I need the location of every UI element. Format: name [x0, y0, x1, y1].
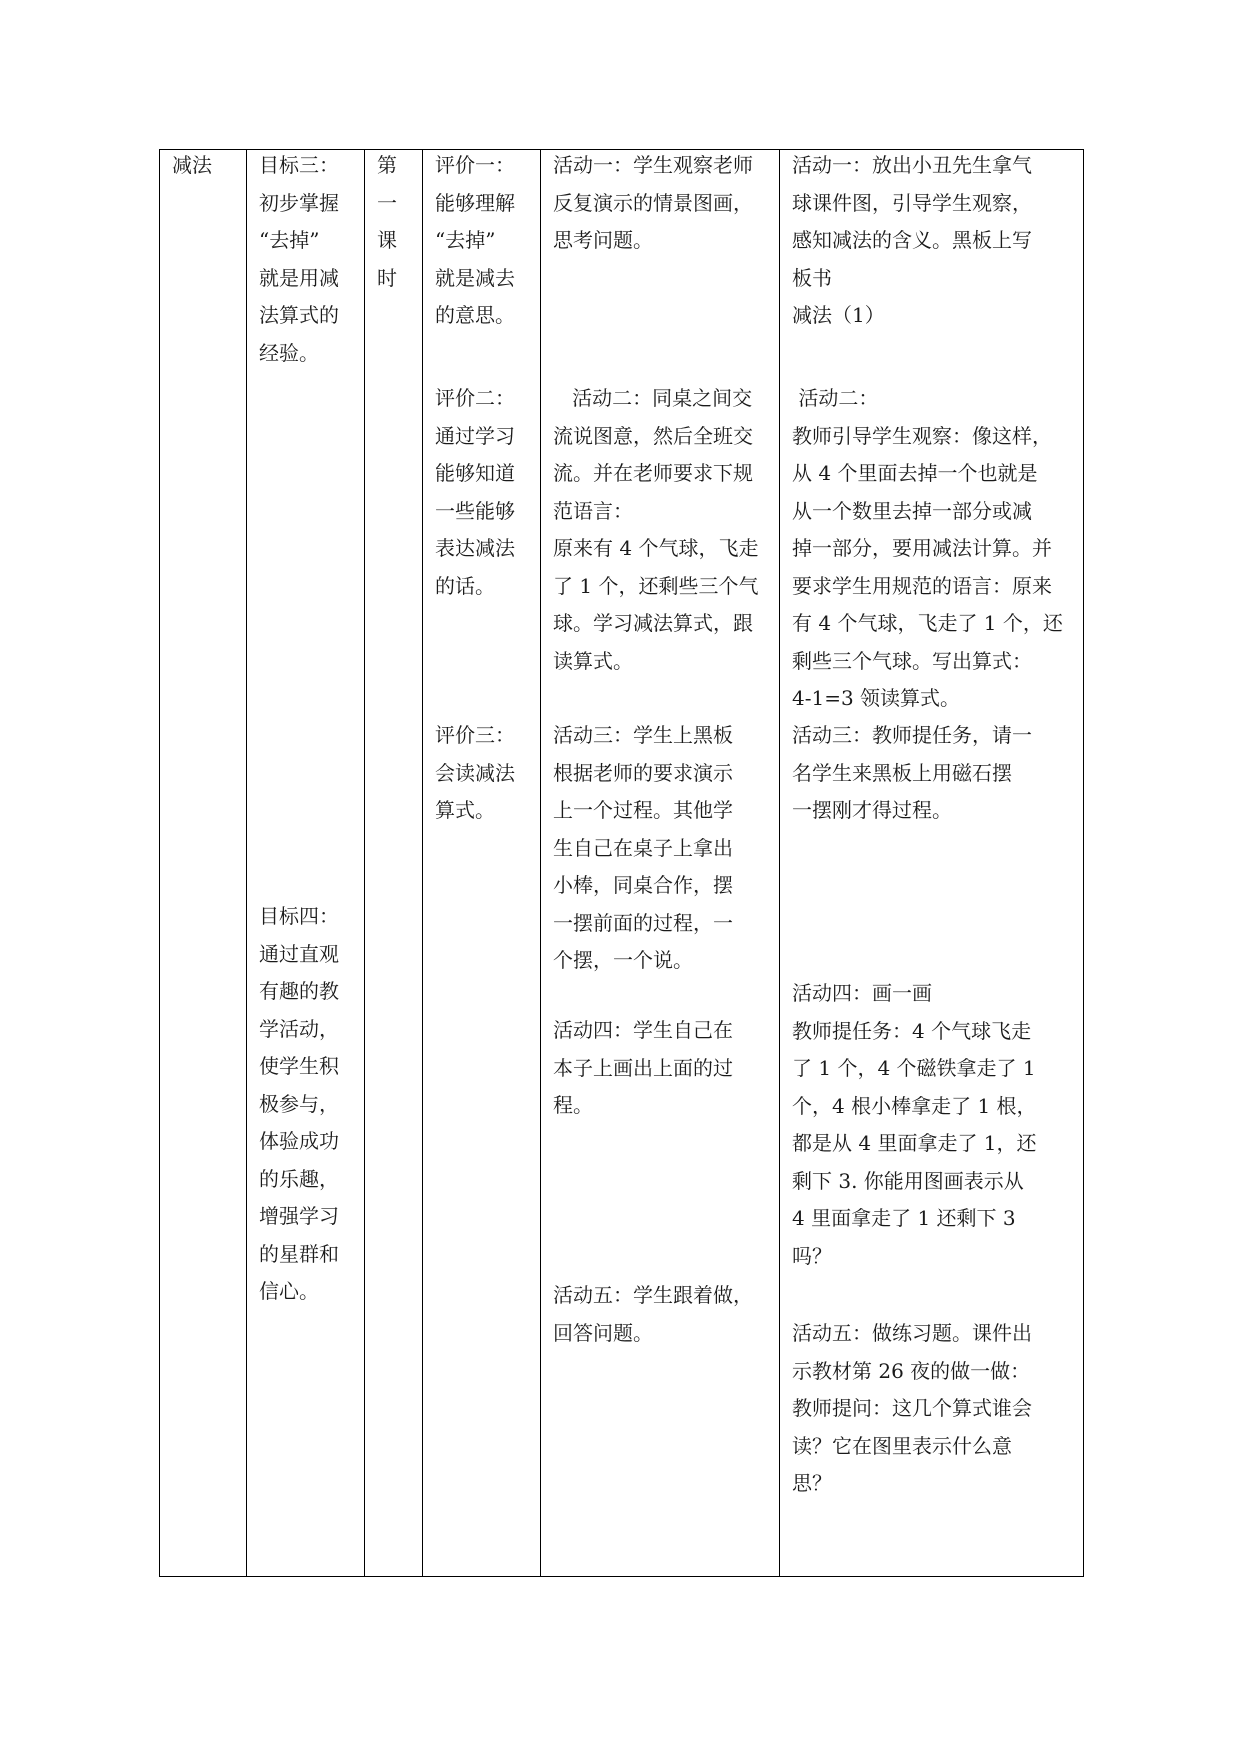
- teacher-activity-five: 活动五：做练习题。课件出 示教材第 26 夜的做一做： 教师提问：这几个算式谁会 读？它在图里表示什么意 思？: [792, 1321, 1032, 1495]
- teacher-activity-three: 活动三：教师提任务，请一 名学生来黑板上用磁石摆 一摆刚才得过程。: [792, 723, 1032, 822]
- teacher-activity-one: 活动一：放出小丑先生拿气 球课件图，引导学生观察， 感知减法的含义。黑板上写 板书 减法（1）: [792, 153, 1032, 327]
- goal-four: 目标四： 通过直观 有趣的教 学活动， 使学生积 极参与， 体验成功 的乐趣， 增强学习 的星群和 信心。: [259, 904, 339, 1303]
- lesson-plan-table: [159, 149, 1084, 1577]
- teacher-activity-two: 活动二： 教师引导学生观察：像这样， 从 4 个里面去掉一个也就是 从一个数里去掉一部分或减 掉一部分，要用减法计算。并 要求学生用规范的语言：原来 有 4 个气球，飞走了 1 个，还 剩些三个气球。写出算式： 4-1=3 领读算式。: [792, 386, 1063, 710]
- evaluation-one: 评价一： 能够理解 “去掉” 就是减去 的意思。: [435, 153, 515, 327]
- goal-three: 目标三： 初步掌握 “去掉” 就是用减 法算式的 经验。: [259, 153, 339, 365]
- teacher-activity-four: 活动四：画一画 教师提任务：4 个气球飞走 了 1 个，4 个磁铁拿走了 1 个，4 根小棒拿走了 1 根， 都是从 4 里面拿走了 1，还 剩下 3. 你能用图画表示从 4 里面拿走了 1 还剩下 3 吗？: [792, 981, 1037, 1268]
- subject-label: 减法: [172, 153, 212, 177]
- evaluation-cell: [423, 150, 541, 1577]
- student-activity-four: 活动四：学生自己在 本子上画出上面的过 程。: [553, 1018, 733, 1117]
- table-row: [160, 150, 1084, 1577]
- subject-cell: [160, 150, 247, 1577]
- student-activity-two: 活动二：同桌之间交 流说图意，然后全班交 流。并在老师要求下规 范语言： 原来有 4 个气球，飞走 了 1 个，还剩些三个气 球。学习减法算式，跟 读算式。: [553, 386, 759, 673]
- period-label: 第 一 课 时: [377, 153, 397, 290]
- evaluation-two: 评价二： 通过学习 能够知道 一些能够 表达减法 的话。: [435, 386, 515, 598]
- evaluation-three: 评价三： 会读减法 算式。: [435, 723, 515, 822]
- goals-cell: [247, 150, 365, 1577]
- period-cell: [365, 150, 423, 1577]
- student-activity-one: 活动一：学生观察老师 反复演示的情景图画， 思考问题。: [553, 153, 753, 252]
- student-activities-cell: [541, 150, 780, 1577]
- student-activity-three: 活动三：学生上黑板 根据老师的要求演示 上一个过程。其他学 生自己在桌子上拿出 小棒，同桌合作，摆 一摆前面的过程，一 个摆，一个说。: [553, 723, 733, 972]
- student-activity-five: 活动五：学生跟着做， 回答问题。: [553, 1283, 753, 1345]
- teacher-activities-cell: [780, 150, 1084, 1577]
